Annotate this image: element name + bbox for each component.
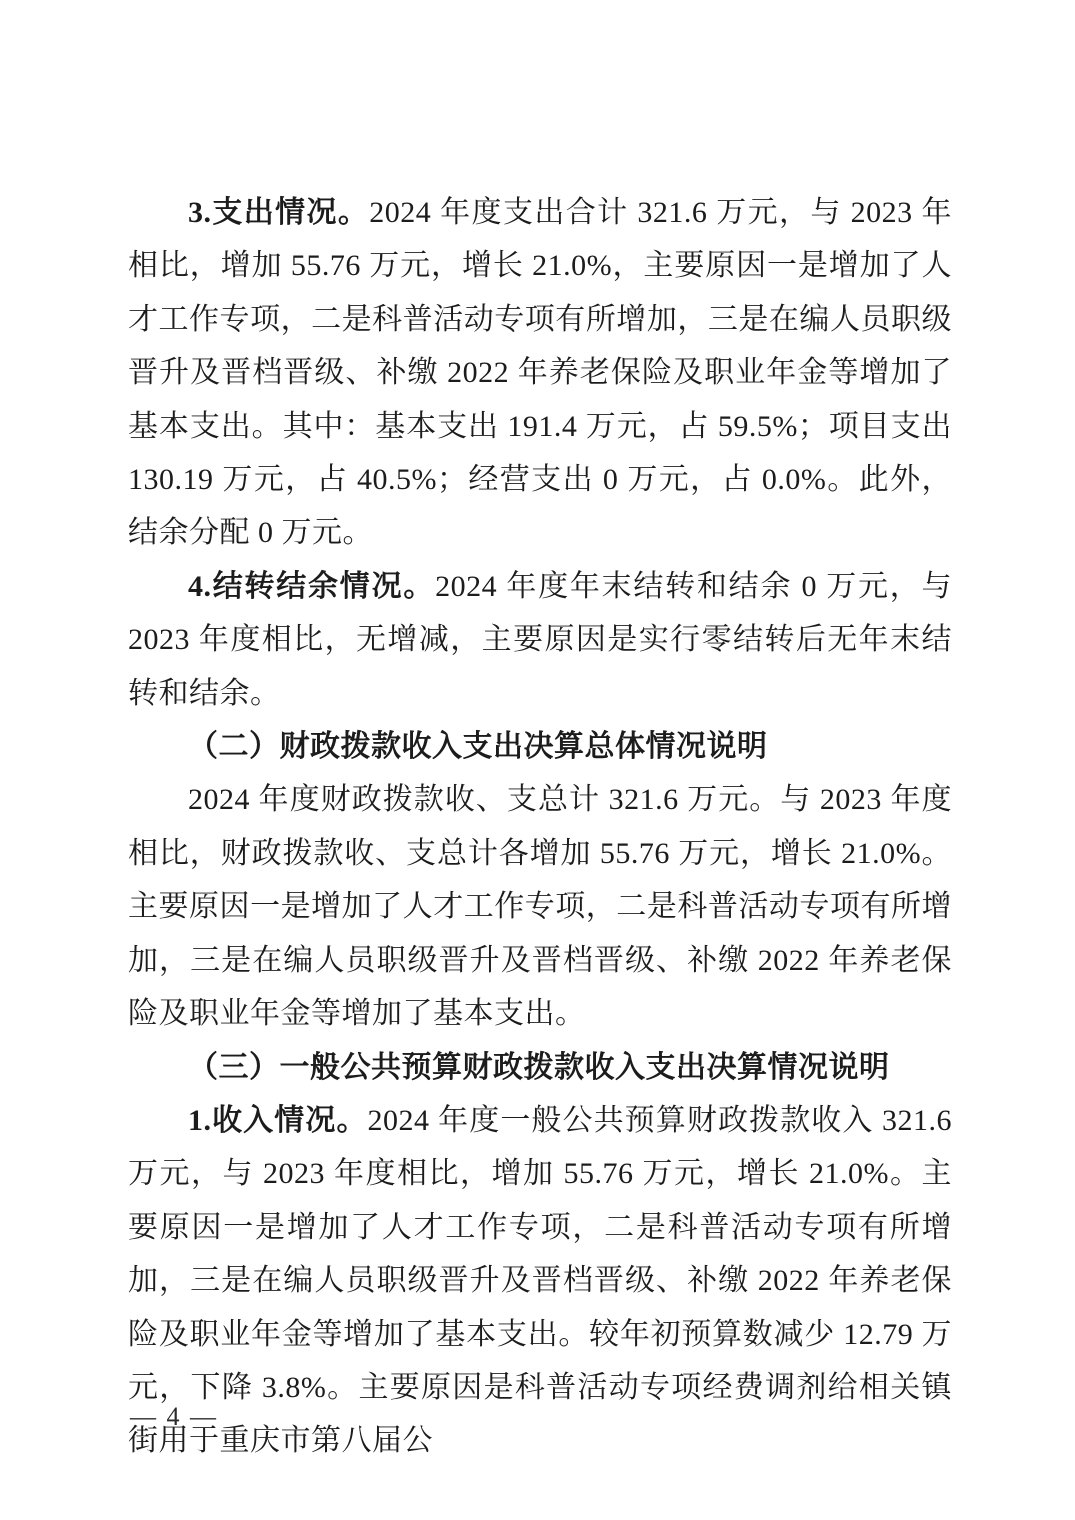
paragraph-lead-carryover: 4.结转结余情况。 bbox=[188, 569, 436, 603]
paragraph-fiscal-appropriation-total: 2024 年度财政拨款收、支总计 321.6 万元。与 2023 年度相比，财政拨款收、支总计各增加 55.76 万元，增长 21.0%。主要原因一是增加了人才工作专项，二是科普活动专项有所增加，三是在编人员职级晋升及晋档晋级、补缴 2022 年养老保险及职业年金等增加了基本支出。 bbox=[128, 783, 952, 1031]
paragraph-revenue-overview bbox=[128, 1094, 952, 1468]
paragraph-carryover-overview bbox=[128, 560, 952, 720]
paragraph-lead-revenue: 1.收入情况。 bbox=[188, 1103, 368, 1137]
paragraph-text-carryover: 2024 年度年末结转和结余 0 万元，与 2023 年度相比，无增减，主要原因是实行零结转后无年末结转和结余。 bbox=[128, 569, 953, 710]
section-heading-fiscal-appropriation: （二）财政拨款收入支出决算总体情况说明 bbox=[188, 730, 768, 764]
paragraph-expenditure-overview bbox=[128, 186, 952, 560]
paragraph-text-revenue: 2024 年度一般公共预算财政拨款收入 321.6 万元，与 2023 年度相比，增加 55.76 万元，增长 21.0%。主要原因一是增加了人才工作专项，二是科普活动专项有所增加，三是在编人员职级晋升及晋档晋级、补缴 2022 年养老保险及职业年金等增加了基本支出。较年初预算数减少 12.79 万元，下降 3.8%。主要原因是科普活动专项经费调剂给相关镇街用于重庆市第八届公 bbox=[128, 1103, 953, 1458]
paragraph-lead-expenditure: 3.支出情况。 bbox=[188, 196, 370, 229]
paragraph-text-expenditure: 2024 年度支出合计 321.6 万元，与 2023 年相比，增加 55.76 万元，增长 21.0%，主要原因一是增加了人才工作专项，二是科普活动专项有所增加，三是在编人员职级晋升及晋档晋级、补缴 2022 年养老保险及职业年金等增加了基本支出。其中：基本支出 191.4 万元，占 59.5%；项目支出 130.19 万元，占 40.5%；经营支出 0 万元，占 0.0%。此外，结余分配 0 万元。 bbox=[128, 196, 953, 550]
document-body bbox=[128, 186, 952, 1468]
section-heading-general-public-budget: （三）一般公共预算财政拨款收入支出决算情况说明 bbox=[188, 1050, 890, 1084]
page-number: — 4 — bbox=[130, 1402, 218, 1431]
